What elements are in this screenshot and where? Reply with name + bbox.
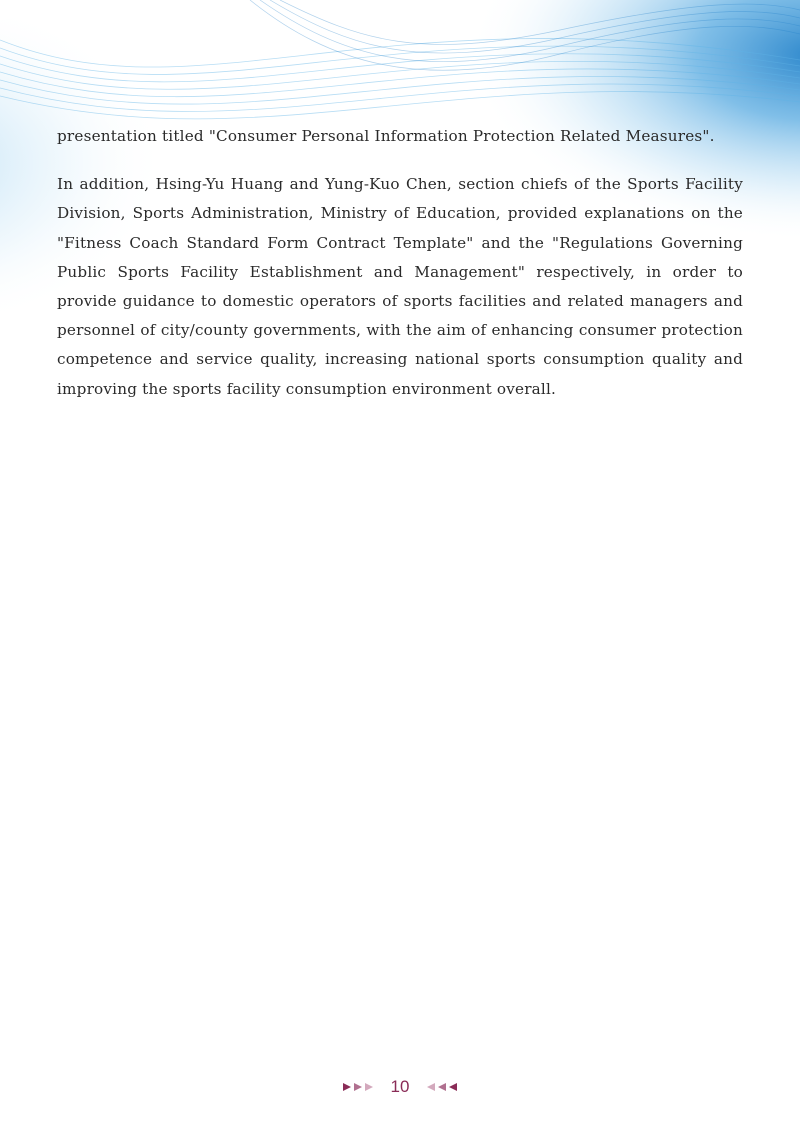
page-number: 10	[390, 1077, 410, 1096]
page-footer	[0, 1074, 800, 1100]
triple-left-arrow-icon	[425, 1082, 457, 1092]
paragraph-continuation: presentation titled "Consumer Personal Information Protection Related Measures".	[57, 127, 715, 145]
document-body	[57, 122, 743, 404]
triple-right-arrow-icon	[343, 1082, 375, 1092]
paragraph-guidance: In addition, Hsing-Yu Huang and Yung-Kuo Chen, section chiefs of the Sports Facility Division, Sports Administration, Ministry of Education, provided explanations on the "Fitness Coach Standard Form Contract Template" and the "Regulations Governing Public Sports Facility Establishment and Management" respectively, in order to provide guidance to domestic operators of sports facilities and related managers and personnel of city/county governments, with the aim of enhancing consumer protection competence and service quality, increasing national sports consumption quality and improving the sports facility consumption environment overall.	[57, 175, 743, 398]
